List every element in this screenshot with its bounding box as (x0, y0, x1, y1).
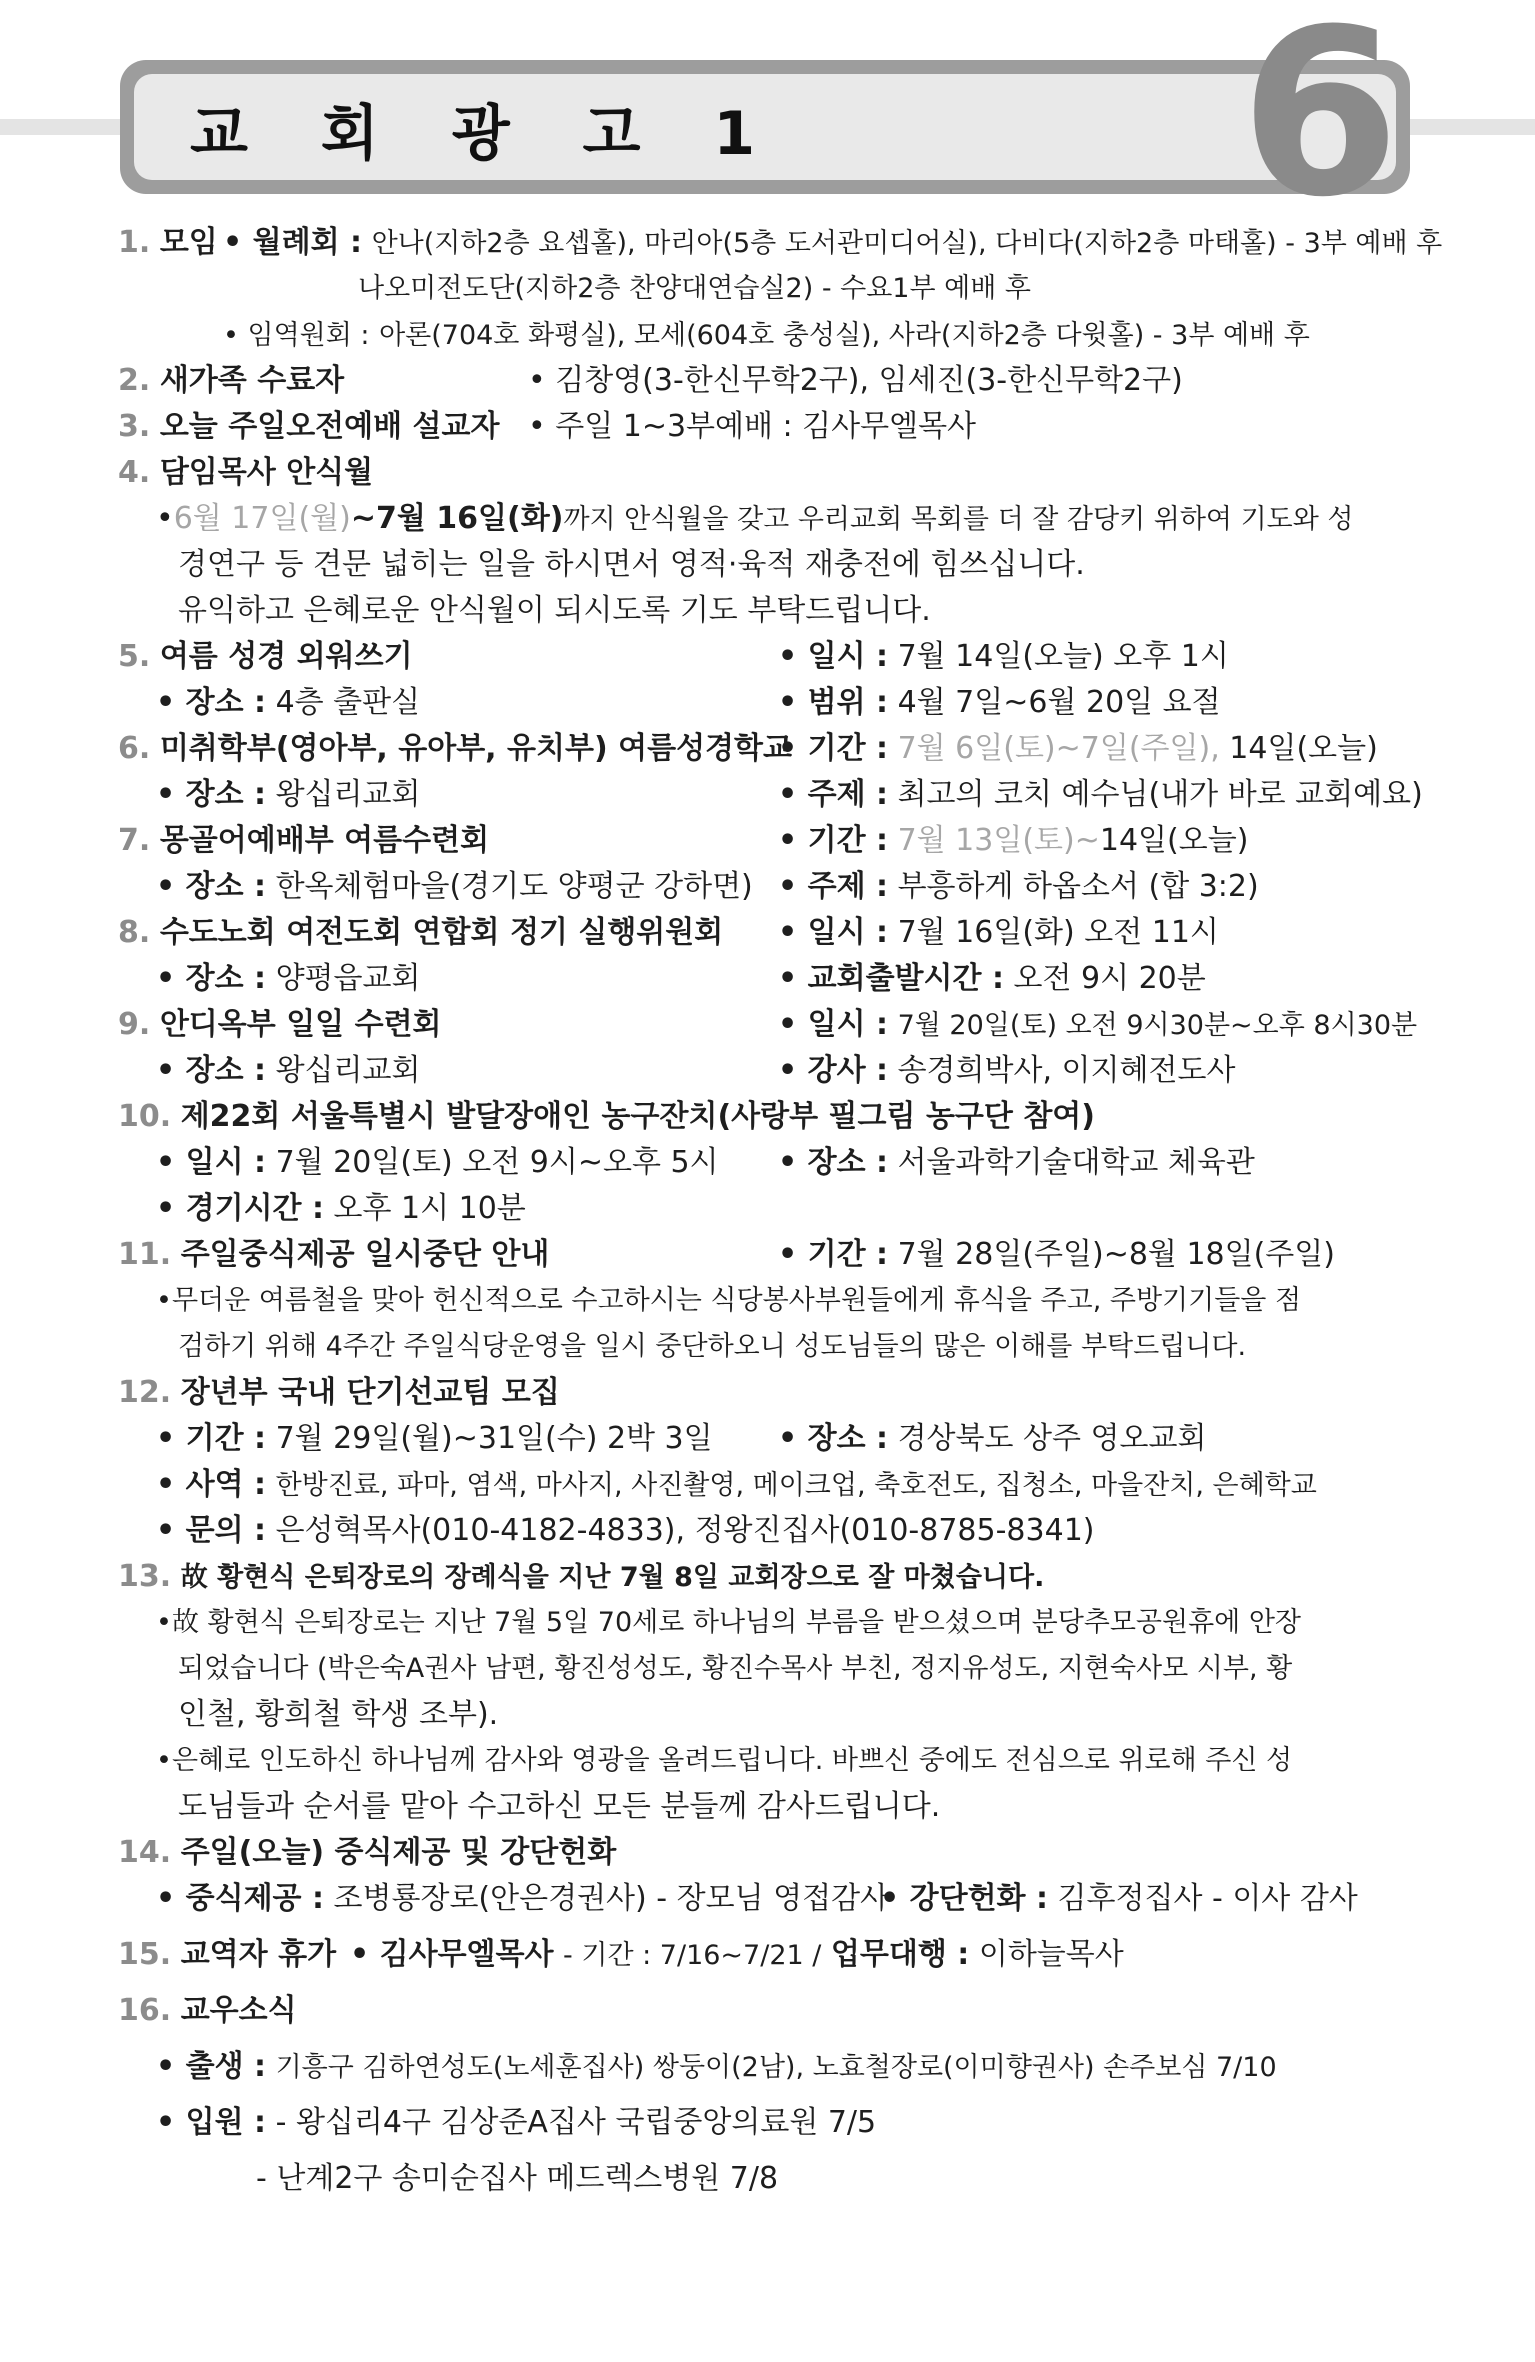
item-12-line4 (118, 1508, 1428, 1554)
item-6-line2 (118, 772, 1428, 818)
value: 무더운 여름철을 맞아 헌신적으로 수고하시는 식당봉사부원들에게 휴식을 주고, 주방기기들을 점 (171, 1285, 1302, 1316)
item-12 (118, 1370, 1428, 1416)
label: • 주제 : (778, 869, 889, 904)
value: 송경희박사, 이지혜전도사 (897, 1053, 1236, 1088)
item-title: 몽골어예배부 여름수련회 (159, 823, 490, 858)
item-11-line3 (118, 1324, 1428, 1370)
item-number: 5. (118, 639, 151, 674)
value: 까지 안식월을 갖고 우리교회 목회를 더 잘 감당키 위하여 기도와 성 (563, 504, 1354, 535)
value: 7월 29일(월)~31일(수) 2박 3일 (275, 1421, 713, 1456)
label: • 문의 : (156, 1513, 267, 1548)
item-10 (118, 1094, 1428, 1140)
label: • 경기시간 : (156, 1191, 324, 1226)
value: 기흥구 김하연성도(노세훈집사) 쌍둥이(2남), 노효철장로(이미향권사) 손주보심 7/10 (275, 2052, 1277, 2083)
label: • 장소 : (778, 1145, 889, 1180)
value: 왕십리교회 (275, 1053, 421, 1088)
item-title: 故 황현식 은퇴장로의 장례식을 지난 7월 8일 교회장으로 잘 마쳤습니다. (180, 1562, 1045, 1593)
item-4-line2 (118, 542, 1428, 588)
label: • 일시 : (778, 639, 889, 674)
item-12-line2 (118, 1416, 1428, 1462)
label: • 범위 : (778, 685, 889, 720)
item-title: 새가족 수료자 (159, 363, 345, 398)
item-number: 11. (118, 1237, 172, 1272)
item-10-line3 (118, 1186, 1428, 1232)
item-number: 7. (118, 823, 151, 858)
value: 경상북도 상주 영오교회 (897, 1421, 1207, 1456)
value: 故 황현식 은퇴장로는 지난 7월 5일 70세로 하나님의 부름을 받으셨으며 분당추모공원휴에 안장 (171, 1607, 1302, 1638)
value: 되었습니다 (박은숙A권사 남편, 황진성성도, 황진수목사 부친, 정지유성도, 지현숙사모 시부, 황 (178, 1653, 1293, 1684)
item-2 (118, 358, 1428, 404)
item-number: 3. (118, 409, 151, 444)
label: • 장소 : (156, 869, 267, 904)
item-9-line2 (118, 1048, 1428, 1094)
item-13-line6 (118, 1784, 1428, 1830)
item-14 (118, 1830, 1428, 1876)
value: 4월 7일~6월 20일 요절 (897, 685, 1221, 720)
item-16-line4 (118, 2156, 1428, 2202)
value: 부흥하게 하옵소서 (합 3:2) (897, 869, 1259, 904)
bullet: • (156, 1607, 172, 1638)
value: 경연구 등 견문 넓히는 일을 하시면서 영적·육적 재충전에 힘쓰십니다. (178, 547, 1085, 582)
item-13-line4 (118, 1692, 1428, 1738)
value: 7월 16일(화) 오전 11시 (897, 915, 1219, 950)
value: 도님들과 순서를 맡아 수고하신 모든 분들께 감사드립니다. (178, 1789, 941, 1824)
bullet: • (156, 1745, 172, 1776)
value: 오전 9시 20분 (1013, 961, 1206, 996)
value: - 난계2구 송미순집사 메드렉스병원 7/8 (256, 2161, 779, 2196)
value: 7월 28일(주일)~8월 18일(주일) (897, 1237, 1335, 1272)
value: 나오미전도단(지하2층 찬양대연습실2) - 수요1부 예배 후 (358, 273, 1031, 304)
label: • 김사무엘목사 (350, 1937, 554, 1972)
item-1-line3 (118, 312, 1428, 358)
value: • 김창영(3-한신무학2구), 임세진(3-한신무학2구) (528, 363, 1183, 398)
value: 유익하고 은혜로운 안식월이 되시도록 기도 부탁드립니다. (178, 593, 931, 628)
item-number: 16. (118, 1993, 172, 2028)
item-1 (118, 220, 1443, 266)
item-7-line2 (118, 864, 1428, 910)
value: 은성혁목사(010-4182-4833), 정왕진집사(010-8785-8341) (275, 1513, 1095, 1548)
item-16-line2 (118, 2044, 1428, 2100)
item-title: 오늘 주일오전예배 설교자 (159, 409, 500, 444)
label: • 주제 : (778, 777, 889, 812)
label: • 입원 : (156, 2105, 267, 2140)
item-4-line1 (118, 496, 1428, 542)
item-11 (118, 1232, 1428, 1278)
value: 조병룡장로(안은경권사) - 장모님 영접감사 (333, 1881, 890, 1916)
value: 오후 1시 10분 (333, 1191, 526, 1226)
date-start: 6월 17일(월) (173, 501, 351, 536)
item-number: 13. (118, 1559, 172, 1594)
value: - 왕십리4구 김상준A집사 국립중앙의료원 7/5 (275, 2105, 877, 2140)
value: 왕십리교회 (275, 777, 421, 812)
item-14-line2 (118, 1876, 1428, 1932)
item-7 (118, 818, 1428, 864)
value-past: 7월 6일(토)~7일(주일), (897, 731, 1220, 766)
item-number: 14. (118, 1835, 172, 1870)
item-title: 주일(오늘) 중식제공 및 강단헌화 (180, 1835, 617, 1870)
item-8 (118, 910, 1428, 956)
value: 인철, 황희철 학생 조부). (178, 1697, 499, 1732)
item-title: 교우소식 (180, 1993, 297, 2028)
item-13-line3 (118, 1646, 1428, 1692)
value: 14일(오늘) (1229, 731, 1378, 766)
label: • 중식제공 : (156, 1881, 324, 1916)
value: 한방진료, 파마, 염색, 마사지, 사진촬영, 메이크업, 축호전도, 집청소, 마을잔치, 은혜학교 (275, 1470, 1317, 1501)
item-16 (118, 1988, 1428, 2044)
label: • 임역원회 : (223, 320, 370, 351)
value: 14일(오늘) (1099, 823, 1249, 858)
item-11-line2 (118, 1278, 1428, 1324)
item-number: 4. (118, 455, 151, 490)
label: • 장소 : (156, 961, 267, 996)
item-6 (118, 726, 1428, 772)
page-number: 6 (1240, 0, 1401, 248)
item-13-line5 (118, 1738, 1428, 1784)
item-title: 모임 (159, 225, 218, 260)
label: • 강단헌화 : (880, 1881, 1048, 1916)
item-10-line2 (118, 1140, 1428, 1186)
item-16-line3 (118, 2100, 1428, 2156)
value: 서울과학기술대학교 체육관 (897, 1145, 1255, 1180)
announcements (118, 220, 1443, 2202)
item-4-line3 (118, 588, 1428, 634)
item-title: 주일중식제공 일시중단 안내 (180, 1237, 550, 1272)
item-8-line2 (118, 956, 1428, 1002)
item-12-line3 (118, 1462, 1428, 1508)
label: • 기간 : (778, 1237, 889, 1272)
item-number: 1. (118, 225, 151, 260)
item-title: 교역자 휴가 (180, 1937, 337, 1972)
value: 김후정집사 - 이사 감사 (1057, 1881, 1358, 1916)
item-title: 제22회 서울특별시 발달장애인 농구잔치(사랑부 필그림 농구단 참여) (180, 1099, 1095, 1134)
item-number: 15. (118, 1937, 172, 1972)
value: • 주일 1~3부예배 : 김사무엘목사 (528, 409, 977, 444)
item-title: 장년부 국내 단기선교팀 모집 (180, 1375, 560, 1410)
value: 검하기 위해 4주간 주일식당운영을 일시 중단하오니 성도님들의 많은 이해를 부탁드립니다. (178, 1331, 1247, 1362)
page-title: 교 회 광 고 1 (190, 99, 782, 169)
value: 7월 20일(토) 오전 9시~오후 5시 (275, 1145, 719, 1180)
item-number: 10. (118, 1099, 172, 1134)
item-number: 8. (118, 915, 151, 950)
item-9 (118, 1002, 1428, 1048)
value: 양평읍교회 (275, 961, 421, 996)
item-title: 담임목사 안식월 (159, 455, 374, 490)
label: • 일시 : (778, 1007, 889, 1042)
item-3 (118, 404, 1428, 450)
item-13 (118, 1554, 1428, 1600)
value: - 기간 : 7/16~7/21 / (563, 1940, 822, 1971)
item-13-line2 (118, 1600, 1428, 1646)
label: • 장소 : (778, 1421, 889, 1456)
value: 아론(704호 화평실), 모세(604호 충성실), 사라(지하2층 다윗홀) - 3부 예배 후 (379, 320, 1310, 351)
label: • 출생 : (156, 2049, 267, 2084)
label: • 일시 : (156, 1145, 267, 1180)
label: • 일시 : (778, 915, 889, 950)
label: 업무대행 : (830, 1937, 970, 1972)
label: • 장소 : (156, 1053, 267, 1088)
label: • 강사 : (778, 1053, 889, 1088)
value: 4층 출판실 (275, 685, 421, 720)
label: • 교회출발시간 : (778, 961, 1004, 996)
label: • 장소 : (156, 685, 267, 720)
item-5 (118, 634, 1428, 680)
label: • 기간 : (778, 731, 889, 766)
item-title: 여름 성경 외워쓰기 (159, 639, 413, 674)
item-number: 12. (118, 1375, 172, 1410)
label: • 사역 : (156, 1467, 267, 1502)
value: 은혜로 인도하신 하나님께 감사와 영광을 올려드립니다. 바쁘신 중에도 전심으로 위로해 주신 성 (171, 1745, 1293, 1776)
item-number: 2. (118, 363, 151, 398)
bullet: • (156, 1285, 172, 1316)
value: 한옥체험마을(경기도 양평군 강하면) (275, 869, 753, 904)
item-number: 9. (118, 1007, 151, 1042)
label: • 기간 : (778, 823, 889, 858)
item-5-line2 (118, 680, 1428, 726)
item-15 (118, 1932, 1428, 1988)
item-number: 6. (118, 731, 151, 766)
value: 7월 20일(토) 오전 9시30분~오후 8시30분 (897, 1010, 1418, 1041)
item-4 (118, 450, 1428, 496)
item-title: 수도노회 여전도회 연합회 정기 실행위원회 (159, 915, 724, 950)
label: • 기간 : (156, 1421, 267, 1456)
value: 이하늘목사 (978, 1937, 1124, 1972)
label: • 월례회 : (223, 225, 363, 260)
value-past: 7월 13일(토)~ (897, 823, 1100, 858)
item-title: 안디옥부 일일 수련회 (159, 1007, 442, 1042)
value: 7월 14일(오늘) 오후 1시 (897, 639, 1229, 674)
date-end: ~7월 16일(화) (350, 501, 564, 536)
item-title: 미취학부(영아부, 유아부, 유치부) 여름성경학교 (159, 731, 792, 766)
bullet: • (156, 501, 174, 536)
value: 최고의 코치 예수님(내가 바로 교회예요) (897, 777, 1423, 812)
item-1-line2 (118, 266, 1428, 312)
value: 안나(지하2층 요셉홀), 마리아(5층 도서관미디어실), 다비다(지하2층 마태홀) - 3부 예배 후 (371, 228, 1443, 259)
label: • 장소 : (156, 777, 267, 812)
